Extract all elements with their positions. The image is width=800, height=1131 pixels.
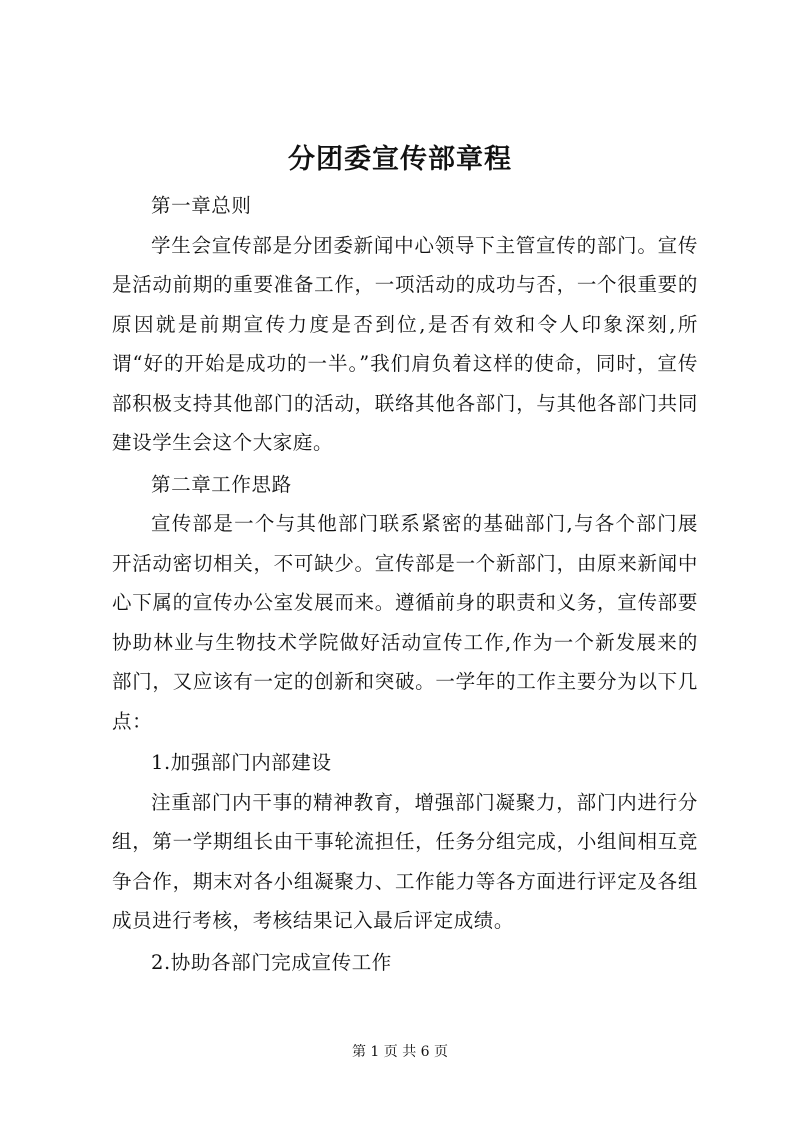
document-title: 分团委宣传部章程 [288, 144, 512, 175]
chapter-2-heading: 第二章工作思路 [151, 472, 292, 496]
chapter-1-heading: 第一章总则 [151, 194, 252, 217]
point-1-paragraph: 注重部门内干事的精神教育，增强部门凝聚力，部门内进行分组，第一学期组长由干事轮流担任，任务分组完成，小组间相互竞争合作，期末对各小组凝聚力、工作能力等各方面进行评定及各组成员进行考核，考核结果记入最后评定成绩。 [112, 790, 698, 932]
page-footer: 第 1 页 共 6 页 [351, 1044, 449, 1060]
document-body [112, 186, 698, 982]
point-1-heading: 1.加强部门内部建设 [151, 751, 332, 774]
point-2-heading: 2.协助各部门完成宣传工作 [151, 950, 392, 974]
chapter-1-paragraph: 学生会宣传部是分团委新闻中心领导下主管宣传的部门。宣传是活动前期的重要准备工作，一项活动的成功与否，一个很重要的原因就是前期宣传力度是否到位,是否有效和令人印象深刻,所谓“好的开始是成功的一半。”我们肩负着这样的使命，同时，宣传部积极支持其他部门的活动，联络其他各部门，与其他各部门共同建设学生会这个大家庭。 [112, 233, 698, 454]
chapter-2-paragraph: 宣传部是一个与其他部门联系紧密的基础部门,与各个部门展开活动密切相关，不可缺少。宣传部是一个新部门，由原来新闻中心下属的宣传办公室发展而来。遵循前身的职责和义务，宣传部要协助林业与生物技术学院做好活动宣传工作,作为一个新发展来的部门，又应该有一定的创新和突破。一学年的工作主要分为以下几点： [112, 512, 698, 733]
